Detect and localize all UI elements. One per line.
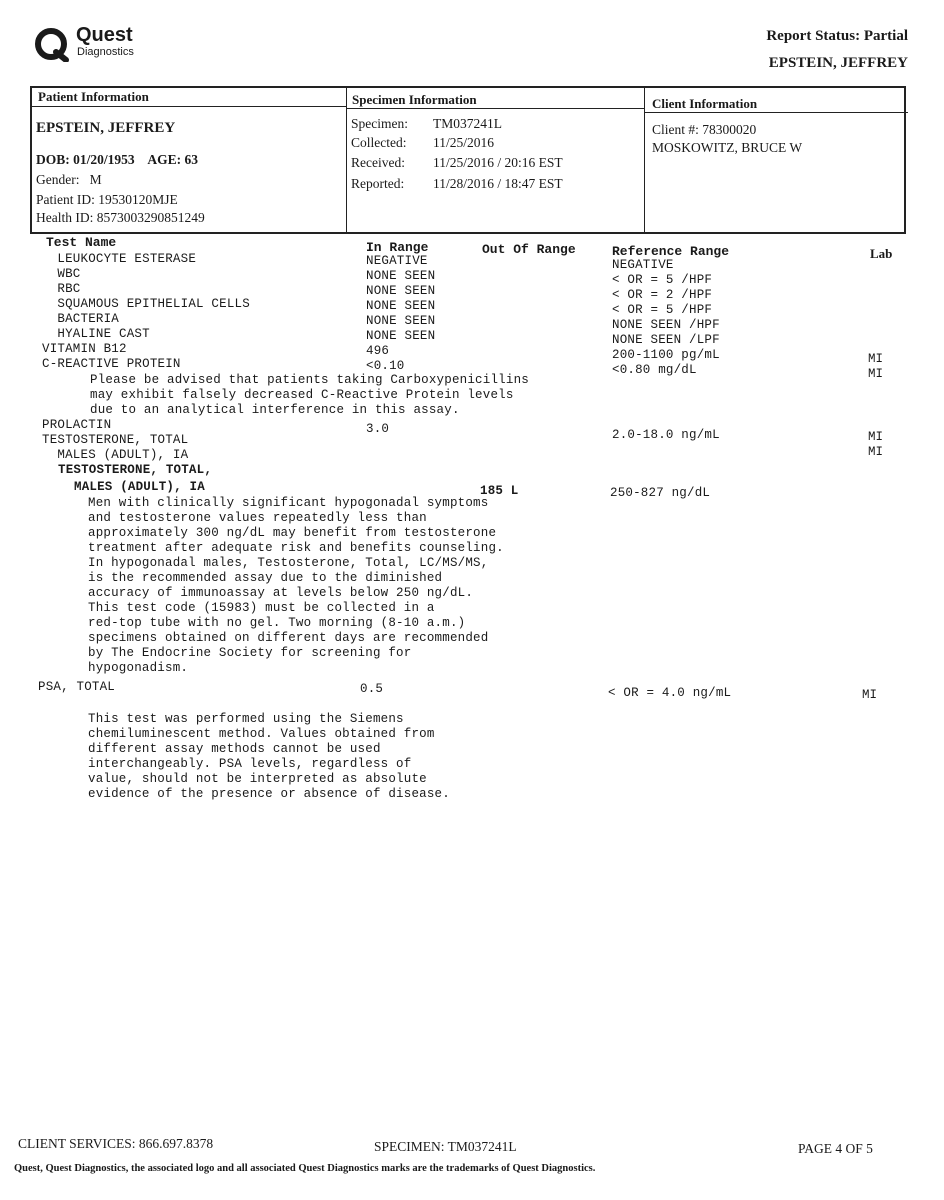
testosterone-sub: MALES (ADULT), IA [42,448,189,462]
testosterone-reference: 250-827 ng/dL [610,486,711,500]
result-name: RBC [42,282,81,296]
testosterone-out-of-range: 185 L [480,484,519,498]
result-in-range: NONE SEEN [366,269,436,283]
result-name: HYALINE CAST [42,327,150,341]
prolactin-name: PROLACTIN [42,418,112,432]
result-name: SQUAMOUS EPITHELIAL CELLS [42,297,250,311]
result-reference: < OR = 2 /HPF [612,288,713,302]
result-in-range: NONE SEEN [366,329,436,343]
patient-name: EPSTEIN, JEFFREY [36,120,176,136]
reported-row: Reported: 11/28/2016 / 18:47 EST [351,176,563,191]
brand-subtitle: Diagnostics [77,46,134,58]
result-in-range: 496 [366,344,390,358]
client-info-title: Client Information [652,96,758,111]
testosterone-name: TESTOSTERONE, TOTAL [42,433,189,447]
result-name: VITAMIN B12 [42,342,127,356]
footer-specimen: SPECIMEN: TM037241L [374,1139,517,1154]
col-test-name: Test Name [46,235,117,250]
result-name: C-REACTIVE PROTEIN [42,357,181,371]
patient-gender: Gender: M [36,172,102,187]
patient-info-title: Patient Information [38,89,149,104]
result-reference: < OR = 5 /HPF [612,273,713,287]
result-name: BACTERIA [42,312,120,326]
testosterone-lab: MI [868,445,884,459]
prolactin-in-range: 3.0 [366,422,390,436]
result-in-range: NEGATIVE [366,254,428,268]
prolactin-lab: MI [868,430,884,444]
quest-logo-icon [32,26,72,62]
brand-name: Quest [76,24,133,46]
result-in-range: NONE SEEN [366,299,436,313]
received-row: Received: 11/25/2016 / 20:16 EST [351,155,563,170]
result-in-range: NONE SEEN [366,284,436,298]
result-in-range: NONE SEEN [366,314,436,328]
result-lab: MI [868,352,884,366]
result-name: WBC [42,267,81,281]
psa-reference: < OR = 4.0 ng/mL [608,686,732,700]
psa-name: PSA, TOTAL [38,680,116,694]
specimen-info-title: Specimen Information [352,92,477,107]
prolactin-reference: 2.0-18.0 ng/mL [612,428,720,442]
psa-lab: MI [862,688,878,702]
result-reference: 200-1100 pg/mL [612,348,720,362]
client-services: CLIENT SERVICES: 866.697.8378 [18,1136,214,1151]
result-name: LEUKOCYTE ESTERASE [42,252,197,266]
crp-note: Please be advised that patients taking Carboxypenicillins may exhibit falsely decreased C-Reactive Protein levels due to an analytical interference in this assay. [90,373,529,417]
col-reference-range: Reference Range [612,244,730,259]
health-id: Health ID: 8573003290851249 [36,210,205,225]
col-in-range: In Range [366,240,429,255]
result-in-range: <0.10 [366,359,405,373]
page-number: PAGE 4 OF 5 [798,1141,873,1156]
trademark-notice: Quest, Quest Diagnostics, the associated logo and all associated Quest Diagnostics marks are the trademarks of Quest Diagnostics. [14,1163,596,1174]
client-number: Client #: 78300020 [652,122,757,137]
psa-in-range: 0.5 [360,682,384,696]
testosterone-note: Men with clinically significant hypogonadal symptoms and testosterone values repeatedly less than approximately 300 ng/dL may benefit from testosterone treatment after adequate risk and benefits counseling. In hypogonadal males, Testosterone, Total, LC/MS/MS, is the recommended assay due to the diminished accuracy of immunoassay at levels below 250 ng/dL. This test code (15983) must be collected in a red-top tube with no gel. Two morning (8-10 a.m.) specimens obtained on different days are recommended by The Endocrine Society for screening for hypogonadism. [88,496,504,675]
patient-dob-age: DOB: 01/20/1953 AGE: 63 [36,152,199,167]
result-lab: MI [868,367,884,381]
report-status: Report Status: Partial [766,28,908,44]
col-lab: Lab [870,246,893,261]
header-patient-name: EPSTEIN, JEFFREY [768,55,908,71]
specimen-row: Specimen: TM037241L [351,116,502,131]
col-out-of-range: Out Of Range [482,242,576,257]
collected-row: Collected: 11/25/2016 [351,135,495,150]
info-box [30,86,906,234]
result-reference: NONE SEEN /LPF [612,333,720,347]
client-doctor: MOSKOWITZ, BRUCE W [652,140,803,155]
patient-id: Patient ID: 19530120MJE [36,192,178,207]
result-reference: NONE SEEN /HPF [612,318,720,332]
psa-note: This test was performed using the Siemens chemiluminescent method. Values obtained from different assay methods cannot be used interchangeably. PSA levels, regardless of value, should not be interpreted as absolute evidence of the presence or absence of disease. [88,712,450,801]
result-reference: < OR = 5 /HPF [612,303,713,317]
testosterone-bold-sub: MALES (ADULT), IA [74,480,205,494]
result-reference: NEGATIVE [612,258,674,272]
result-reference: <0.80 mg/dL [612,363,697,377]
testosterone-bold-name: TESTOSTERONE, TOTAL, [58,463,213,477]
